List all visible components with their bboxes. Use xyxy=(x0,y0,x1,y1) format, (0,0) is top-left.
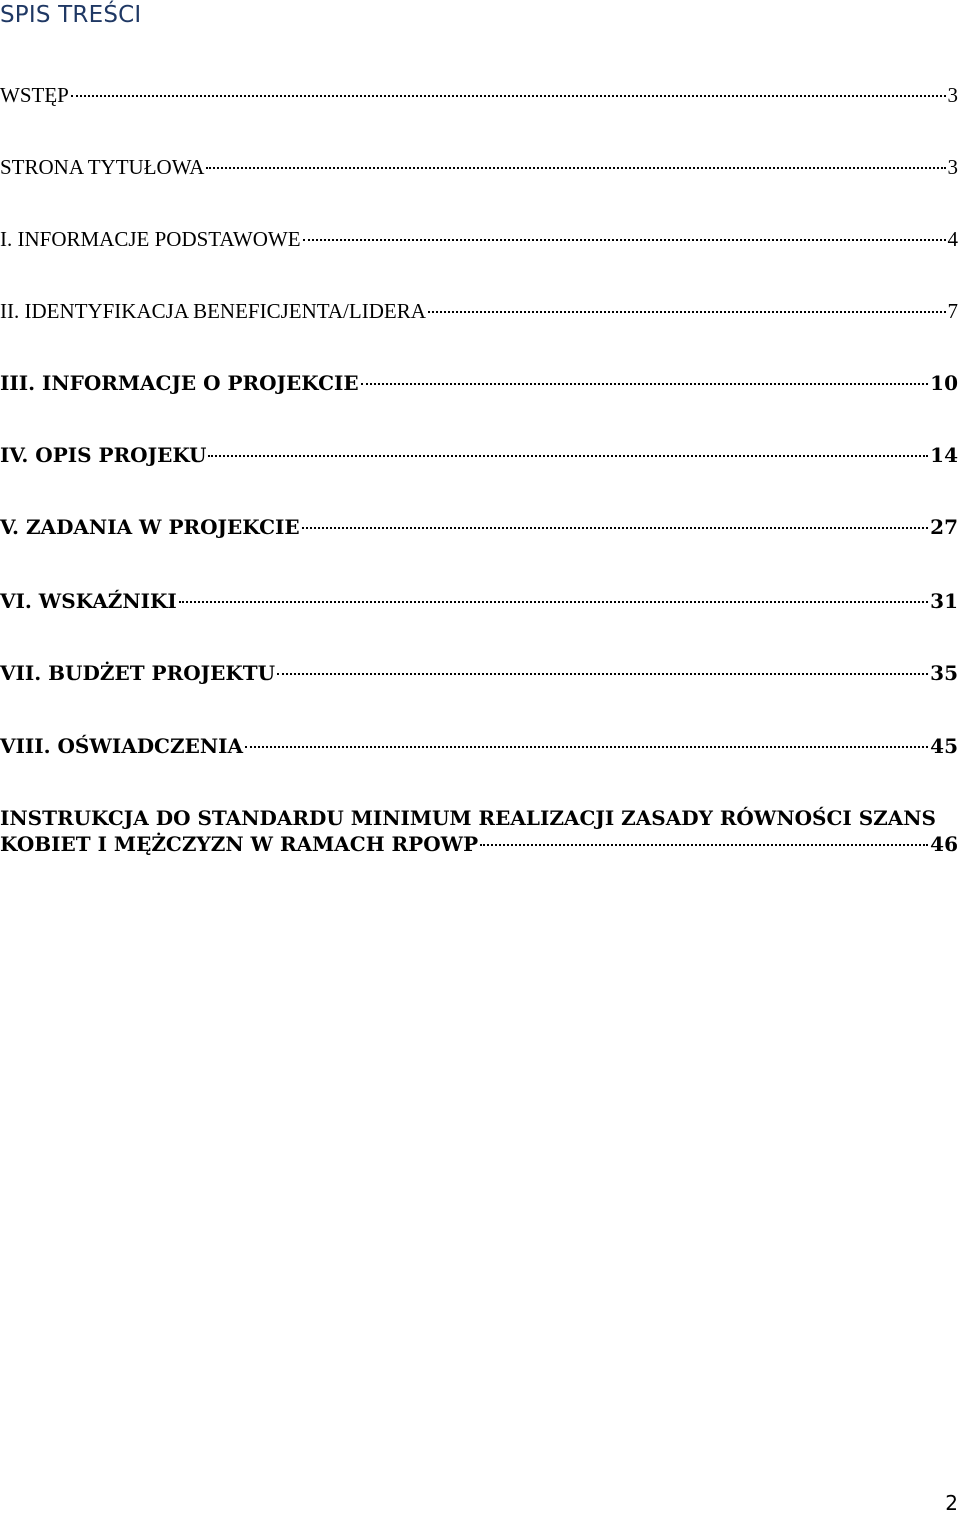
toc-entry-wstep[interactable] xyxy=(0,82,958,108)
toc-entry-oswiadczenia[interactable] xyxy=(0,733,958,759)
toc-entry-page: 14 xyxy=(930,443,958,467)
toc-entry-budzet-projektu[interactable] xyxy=(0,660,958,686)
toc-entry-page: 45 xyxy=(930,734,958,758)
toc-entry-title: VII. BUDŻET PROJEKTU xyxy=(0,661,276,685)
dot-leader xyxy=(480,844,928,846)
toc-entry-opis-projeku[interactable] xyxy=(0,442,958,468)
dot-leader xyxy=(428,311,946,313)
dot-leader xyxy=(245,746,928,748)
toc-entry-page: 7 xyxy=(947,299,958,323)
toc-entry-title-line-2: KOBIET I MĘŻCZYZN W RAMACH RPOWP xyxy=(0,832,479,856)
toc-entry-informacje-o-projekcie[interactable] xyxy=(0,370,958,396)
toc-entry-title: IV. OPIS PROJEKU xyxy=(0,443,207,467)
toc-entry-title: V. ZADANIA W PROJEKCIE xyxy=(0,515,300,539)
toc-entry-page: 46 xyxy=(930,832,958,856)
toc-entry-page: 10 xyxy=(930,371,958,395)
toc-entry-page: 3 xyxy=(947,155,958,179)
toc-entry-title: VI. WSKAŹNIKI xyxy=(0,589,177,613)
toc-entry-page: 27 xyxy=(930,515,958,539)
dot-leader xyxy=(361,383,929,385)
toc-entry-informacje-podstawowe[interactable] xyxy=(0,226,958,252)
toc-heading: SPIS TREŚCI xyxy=(0,2,142,28)
toc-entry-page: 3 xyxy=(947,83,958,107)
dot-leader xyxy=(303,239,946,241)
toc-entry-page: 31 xyxy=(930,589,958,613)
toc-entry-identyfikacja-beneficjenta[interactable] xyxy=(0,298,958,324)
dot-leader xyxy=(71,95,946,97)
toc-entry-second-line xyxy=(0,831,958,857)
dot-leader xyxy=(277,673,928,675)
toc-entry-strona-tytulowa[interactable] xyxy=(0,154,958,180)
dot-leader xyxy=(302,527,929,529)
toc-entry-page: 4 xyxy=(947,227,958,251)
dot-leader xyxy=(208,455,928,457)
page-number: 2 xyxy=(945,1491,958,1515)
toc-entry-title-line-1: INSTRUKCJA DO STANDARDU MINIMUM REALIZACJI ZASADY RÓWNOŚCI SZANS xyxy=(0,806,936,830)
toc-entry-zadania-w-projekcie[interactable] xyxy=(0,514,958,540)
toc-entry-wskazniki[interactable] xyxy=(0,588,958,614)
dot-leader xyxy=(206,167,945,169)
toc-entry-title: I. INFORMACJE PODSTAWOWE xyxy=(0,227,301,251)
dot-leader xyxy=(179,601,928,603)
toc-entry-title: STRONA TYTUŁOWA xyxy=(0,155,205,179)
toc-entry-page: 35 xyxy=(930,661,958,685)
toc-entry-title: VIII. OŚWIADCZENIA xyxy=(0,734,243,758)
toc-entry-title: II. IDENTYFIKACJA BENEFICJENTA/LIDERA xyxy=(0,299,426,323)
toc-entry-instrukcja-standard-minimum[interactable] xyxy=(0,805,958,857)
toc-entry-title: III. INFORMACJE O PROJEKCIE xyxy=(0,371,359,395)
toc-entry-title: WSTĘP xyxy=(0,83,69,107)
